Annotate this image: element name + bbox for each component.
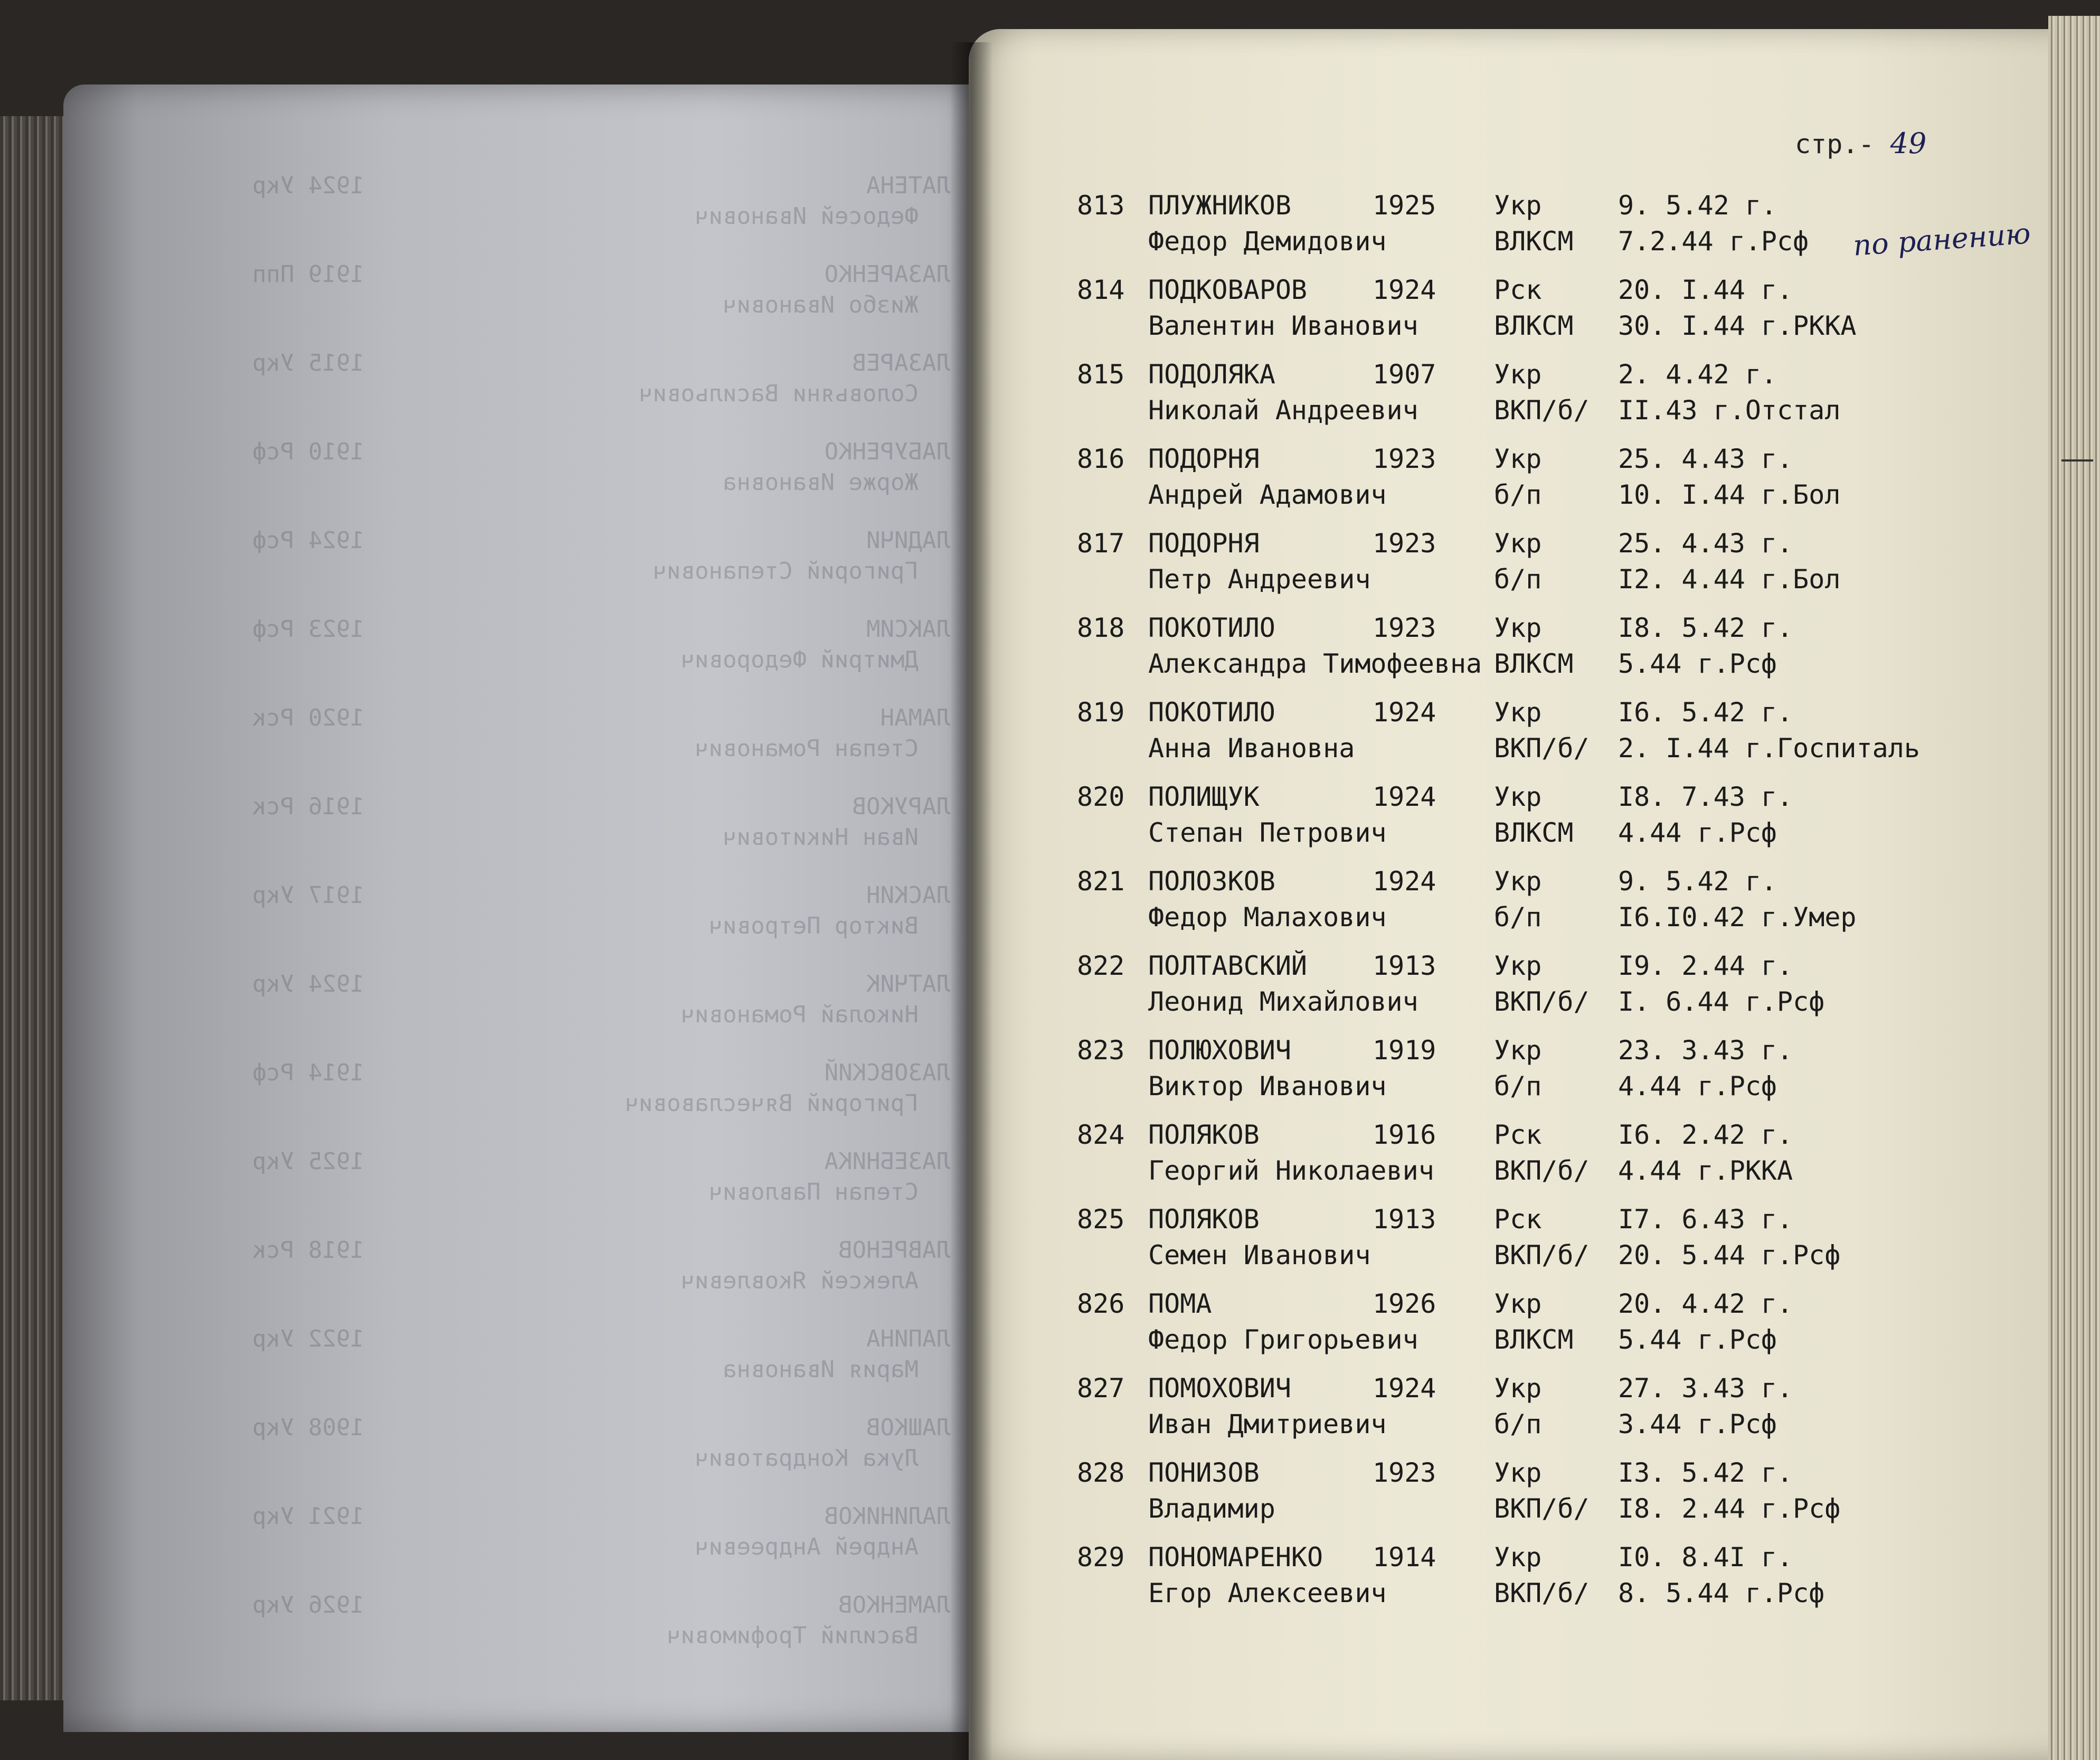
bleedthrough-row: [174, 529, 950, 618]
bleedthrough-text: Иван Никитович: [723, 824, 919, 851]
page-number-value: 49: [1890, 127, 1927, 160]
record-date-out: 5.44 г.Рсф: [1618, 1324, 1777, 1355]
record-birth-year: 1924: [1373, 1373, 1436, 1404]
bleedthrough-text: Григорий Степанович: [652, 558, 919, 585]
record-date-in: I3. 5.42 г.: [1618, 1457, 1793, 1488]
left-page-edges: [0, 116, 74, 1700]
record-surname: ПОМА: [1148, 1288, 1212, 1319]
record-birth-year: 1923: [1373, 444, 1436, 474]
record-birth-year: 1925: [1373, 190, 1436, 221]
record-nationality: Укр: [1494, 866, 1542, 897]
record-party: ВКП/б/: [1494, 395, 1590, 426]
record-surname: ПЛУЖНИКОВ: [1148, 190, 1291, 221]
bleedthrough-text: 1918 Рск: [252, 1237, 364, 1264]
record-nationality: Укр: [1494, 1373, 1542, 1404]
record-date-in: 9. 5.42 г.: [1618, 866, 1777, 897]
record-date-in: I0. 8.4I г.: [1618, 1542, 1793, 1573]
bleedthrough-row: [174, 352, 950, 440]
right-page-edges: [2048, 16, 2100, 1760]
edge-mark: [2061, 459, 2093, 462]
record-row: [1077, 444, 1974, 523]
record-row: [1077, 613, 1974, 692]
record-date-out: I2. 4.44 г.Бол: [1618, 564, 1841, 595]
record-given-name: Петр Андреевич: [1148, 564, 1371, 595]
record-nationality: Укр: [1494, 613, 1542, 643]
record-birth-year: 1916: [1373, 1119, 1436, 1150]
bleedthrough-text: ЛАТЧИК: [866, 971, 950, 997]
record-number: 816: [1077, 444, 1125, 474]
record-number: 823: [1077, 1035, 1125, 1066]
record-given-name: Иван Дмитриевич: [1148, 1409, 1387, 1439]
record-number: 822: [1077, 950, 1125, 981]
record-number: 819: [1077, 697, 1125, 728]
bleedthrough-text: ЛАПИНА: [866, 1325, 950, 1352]
record-given-name: Николай Андреевич: [1148, 395, 1418, 426]
record-date-in: I8. 7.43 г.: [1618, 782, 1793, 812]
record-birth-year: 1924: [1373, 697, 1436, 728]
record-party: ВКП/б/: [1494, 1155, 1590, 1186]
bleedthrough-row: [174, 884, 950, 973]
page-number: [1795, 127, 1926, 160]
bleedthrough-text: Алексей Яковлевич: [680, 1267, 919, 1294]
record-given-name: Егор Алексеевич: [1148, 1578, 1387, 1608]
record-date-out: 2. I.44 г.Госпиталь: [1618, 733, 1920, 764]
bleedthrough-text: 1910 Рсф: [252, 438, 364, 465]
record-date-out: 4.44 г.РККА: [1618, 1155, 1793, 1186]
record-row: [1077, 1204, 1974, 1283]
record-birth-year: 1924: [1373, 275, 1436, 305]
record-party: ВЛКСМ: [1494, 226, 1574, 257]
bleedthrough-text: 1924 Рсф: [252, 527, 364, 554]
record-nationality: Укр: [1494, 190, 1542, 221]
record-row: [1077, 1119, 1974, 1199]
record-given-name: Степан Петрович: [1148, 817, 1387, 848]
bleedthrough-row: [174, 973, 950, 1061]
record-number: 818: [1077, 613, 1125, 643]
bleedthrough-text: 1917 Укр: [252, 882, 364, 909]
bleedthrough-text: 1922 Укр: [252, 1325, 364, 1352]
record-given-name: Андрей Адамович: [1148, 479, 1387, 510]
record-surname: ПОДКОВАРОВ: [1148, 275, 1308, 305]
record-surname: ПОЛЯКОВ: [1148, 1119, 1260, 1150]
bleedthrough-row: [174, 1239, 950, 1328]
record-birth-year: 1913: [1373, 950, 1436, 981]
record-party: ВКП/б/: [1494, 1578, 1590, 1608]
record-birth-year: 1923: [1373, 528, 1436, 559]
record-date-out: 4.44 г.Рсф: [1618, 817, 1777, 848]
record-surname: ПОМОХОВИЧ: [1148, 1373, 1291, 1404]
bleedthrough-row: [174, 1594, 950, 1682]
record-date-in: 27. 3.43 г.: [1618, 1373, 1793, 1404]
record-party: б/п: [1494, 1071, 1542, 1102]
record-nationality: Укр: [1494, 1035, 1542, 1066]
bleedthrough-text: Соловьяни Васильович: [639, 380, 919, 407]
record-date-out: 30. I.44 г.РККА: [1618, 310, 1857, 341]
record-nationality: Укр: [1494, 1542, 1542, 1573]
record-birth-year: 1926: [1373, 1288, 1436, 1319]
record-party: ВКП/б/: [1494, 1240, 1590, 1270]
record-birth-year: 1913: [1373, 1204, 1436, 1235]
record-row: [1077, 275, 1974, 354]
record-nationality: Укр: [1494, 1288, 1542, 1319]
record-surname: ПОЛТАВСКИЙ: [1148, 950, 1308, 981]
bleedthrough-text: ЛАДИЧИ: [866, 527, 950, 554]
record-row: [1077, 1035, 1974, 1114]
record-birth-year: 1923: [1373, 1457, 1436, 1488]
record-birth-year: 1924: [1373, 866, 1436, 897]
record-number: 827: [1077, 1373, 1125, 1404]
record-given-name: Федор Малахович: [1148, 902, 1387, 933]
bleedthrough-text: Жизбо Иванович: [723, 291, 919, 318]
record-date-out: 7.2.44 г.Рсф: [1618, 226, 1809, 257]
bleedthrough-text: Степан Павлович: [708, 1179, 919, 1206]
bleedthrough-text: 1920 Рск: [252, 704, 364, 731]
record-row: [1077, 950, 1974, 1030]
record-date-in: 20. I.44 г.: [1618, 275, 1793, 305]
record-handwritten-note: по ранению: [1852, 217, 2032, 262]
record-surname: ПОДОРНЯ: [1148, 528, 1260, 559]
record-date-out: 4.44 г.Рсф: [1618, 1071, 1777, 1102]
record-number: 824: [1077, 1119, 1125, 1150]
record-date-in: I6. 2.42 г.: [1618, 1119, 1793, 1150]
record-party: б/п: [1494, 564, 1542, 595]
bleedthrough-text: 1908 Укр: [252, 1414, 364, 1441]
record-number: 825: [1077, 1204, 1125, 1235]
record-nationality: Рск: [1494, 1119, 1542, 1150]
record-surname: ПОКОТИЛО: [1148, 697, 1275, 728]
record-row: [1077, 782, 1974, 861]
record-date-out: 8. 5.44 г.Рсф: [1618, 1578, 1825, 1608]
record-party: ВКП/б/: [1494, 733, 1590, 764]
bleedthrough-text: Жорже Ивановна: [723, 469, 919, 496]
bleedthrough-row: [174, 1505, 950, 1594]
record-party: ВКП/б/: [1494, 986, 1590, 1017]
record-number: 826: [1077, 1288, 1125, 1319]
record-party: б/п: [1494, 1409, 1542, 1439]
record-row: [1077, 1288, 1974, 1368]
record-nationality: Укр: [1494, 782, 1542, 812]
record-given-name: Леонид Михайлович: [1148, 986, 1418, 1017]
bleedthrough-text: Виктор Петрович: [708, 912, 919, 939]
bleedthrough-text: 1919 Ппп: [252, 261, 364, 288]
bleedthrough-row: [174, 795, 950, 884]
bleedthrough-row: [174, 1325, 950, 1416]
record-date-out: I. 6.44 г.Рсф: [1618, 986, 1825, 1017]
record-nationality: Укр: [1494, 359, 1542, 390]
record-date-out: 10. I.44 г.Бол: [1618, 479, 1841, 510]
bleedthrough-text: 1923 Рсф: [252, 616, 364, 643]
bleedthrough-row: [174, 174, 950, 263]
record-party: ВЛКСМ: [1494, 1324, 1574, 1355]
bleedthrough-text: ЛАЗОВСКИЙ: [824, 1059, 950, 1086]
record-party: б/п: [1494, 479, 1542, 510]
bleedthrough-text: ЛАЗАРЕВ: [852, 350, 950, 377]
bleedthrough-text: Дмитрий Федорович: [680, 646, 919, 673]
bleedthrough-text: ЛАЛИНИКОВ: [824, 1503, 950, 1530]
record-date-in: 25. 4.43 г.: [1618, 444, 1793, 474]
record-nationality: Рск: [1494, 1204, 1542, 1235]
record-surname: ПОКОТИЛО: [1148, 613, 1275, 643]
book-gutter: [950, 42, 992, 1760]
record-date-in: 9. 5.42 г.: [1618, 190, 1777, 221]
bleedthrough-text: 1914 Рсф: [252, 1059, 364, 1086]
bleedthrough-text: ЛАМЕНКОВ: [838, 1592, 950, 1618]
bleedthrough-text: ЛАВРЕНОВ: [838, 1237, 950, 1264]
record-party: ВЛКСМ: [1494, 310, 1574, 341]
record-given-name: Владимир: [1148, 1493, 1275, 1524]
record-surname: ПОНОМАРЕНКО: [1148, 1542, 1323, 1573]
bleedthrough-row: [174, 704, 950, 795]
record-surname: ПОДОРНЯ: [1148, 444, 1260, 474]
bleedthrough-text: Мария Ивановна: [723, 1356, 919, 1383]
record-date-in: 23. 3.43 г.: [1618, 1035, 1793, 1066]
bleedthrough-text: ЛАКСИМ: [866, 616, 950, 643]
record-nationality: Укр: [1494, 528, 1542, 559]
record-nationality: Укр: [1494, 1457, 1542, 1488]
bleedthrough-text: ЛАШКОВ: [866, 1414, 950, 1441]
bleedthrough-text: 1926 Укр: [252, 1592, 364, 1618]
record-number: 814: [1077, 275, 1125, 305]
bleedthrough-row: [174, 263, 950, 352]
left-page-bleedthrough-text: [174, 174, 950, 1695]
record-row: [1077, 697, 1974, 776]
record-date-out: II.43 г.Отстал: [1618, 395, 1841, 426]
record-party: б/п: [1494, 902, 1542, 933]
record-given-name: Виктор Иванович: [1148, 1071, 1387, 1102]
record-date-in: I9. 2.44 г.: [1618, 950, 1793, 981]
bleedthrough-text: ЛАМАН: [880, 704, 950, 731]
record-surname: ПОЛОЗКОВ: [1148, 866, 1275, 897]
record-date-in: 2. 4.42 г.: [1618, 359, 1777, 390]
record-nationality: Рск: [1494, 275, 1542, 305]
record-party: ВЛКСМ: [1494, 648, 1574, 679]
bleedthrough-text: ЛАРУКОВ: [852, 793, 950, 820]
record-surname: ПОЛЮХОВИЧ: [1148, 1035, 1291, 1066]
bleedthrough-row: [174, 440, 950, 529]
record-given-name: Федор Григорьевич: [1148, 1324, 1418, 1355]
record-birth-year: 1919: [1373, 1035, 1436, 1066]
bleedthrough-row: [174, 1416, 950, 1505]
bleedthrough-row: [174, 1061, 950, 1150]
record-number: 817: [1077, 528, 1125, 559]
record-surname: ПОЛИЩУК: [1148, 782, 1260, 812]
record-row: [1077, 359, 1974, 438]
bleedthrough-text: ЛАЗАРЕНКО: [824, 261, 950, 288]
record-number: 815: [1077, 359, 1125, 390]
bleedthrough-text: 1921 Укр: [252, 1503, 364, 1530]
record-given-name: Анна Ивановна: [1148, 733, 1355, 764]
bleedthrough-text: 1924 Укр: [252, 971, 364, 997]
bleedthrough-text: Федосей Иванович: [695, 203, 919, 230]
bleedthrough-text: 1924 Укр: [252, 172, 364, 199]
bleedthrough-text: Степан Романович: [695, 735, 919, 762]
record-nationality: Укр: [1494, 697, 1542, 728]
bleedthrough-text: ЛАБУРЕНКО: [824, 438, 950, 465]
bleedthrough-text: 1916 Рск: [252, 793, 364, 820]
record-nationality: Укр: [1494, 444, 1542, 474]
bleedthrough-text: ЛАЗЕБНИКА: [824, 1148, 950, 1175]
bleedthrough-text: Андрей Андреевич: [695, 1533, 919, 1560]
bleedthrough-text: Григорий Вячеславович: [625, 1090, 919, 1117]
record-row: [1077, 528, 1974, 607]
record-birth-year: 1907: [1373, 359, 1436, 390]
record-date-in: 20. 4.42 г.: [1618, 1288, 1793, 1319]
bleedthrough-row: [174, 1150, 950, 1239]
record-given-name: Александра Тимофеевна: [1148, 648, 1482, 679]
record-given-name: Георгий Николаевич: [1148, 1155, 1434, 1186]
record-given-name: Семен Иванович: [1148, 1240, 1371, 1270]
record-row: [1077, 1542, 1974, 1621]
bleedthrough-text: 1925 Укр: [252, 1148, 364, 1175]
record-party: ВЛКСМ: [1494, 817, 1574, 848]
record-date-out: I8. 2.44 г.Рсф: [1618, 1493, 1841, 1524]
bleedthrough-row: [174, 618, 950, 707]
record-date-out: 3.44 г.Рсф: [1618, 1409, 1777, 1439]
bleedthrough-text: Николай Романович: [680, 1001, 919, 1028]
record-date-out: 5.44 г.Рсф: [1618, 648, 1777, 679]
record-number: 829: [1077, 1542, 1125, 1573]
bleedthrough-text: 1915 Укр: [252, 350, 364, 377]
record-date-in: I8. 5.42 г.: [1618, 613, 1793, 643]
record-number: 813: [1077, 190, 1125, 221]
record-number: 821: [1077, 866, 1125, 897]
bleedthrough-text: ЛАСКИН: [866, 882, 950, 909]
bleedthrough-text: ЛАТЕНА: [866, 172, 950, 199]
record-row: [1077, 190, 2032, 269]
record-number: 828: [1077, 1457, 1125, 1488]
record-given-name: Валентин Иванович: [1148, 310, 1418, 341]
record-number: 820: [1077, 782, 1125, 812]
page-label: стр.-: [1795, 129, 1875, 159]
bleedthrough-text: Василий Трофимович: [667, 1622, 919, 1649]
record-date-in: I6. 5.42 г.: [1618, 697, 1793, 728]
record-row: [1077, 1373, 1974, 1452]
record-nationality: Укр: [1494, 950, 1542, 981]
record-given-name: Федор Демидович: [1148, 226, 1387, 257]
record-surname: ПОДОЛЯКА: [1148, 359, 1275, 390]
record-surname: ПОЛЯКОВ: [1148, 1204, 1260, 1235]
record-birth-year: 1923: [1373, 613, 1436, 643]
record-date-in: I7. 6.43 г.: [1618, 1204, 1793, 1235]
bleedthrough-text: Лука Кондратович: [695, 1445, 919, 1472]
record-date-in: 25. 4.43 г.: [1618, 528, 1793, 559]
record-date-out: I6.I0.42 г.Умер: [1618, 902, 1857, 933]
record-birth-year: 1914: [1373, 1542, 1436, 1573]
record-row: [1077, 866, 1974, 945]
record-date-out: 20. 5.44 г.Рсф: [1618, 1240, 1841, 1270]
record-party: ВКП/б/: [1494, 1493, 1590, 1524]
record-row: [1077, 1457, 1974, 1537]
record-surname: ПОНИЗОВ: [1148, 1457, 1260, 1488]
record-birth-year: 1924: [1373, 782, 1436, 812]
